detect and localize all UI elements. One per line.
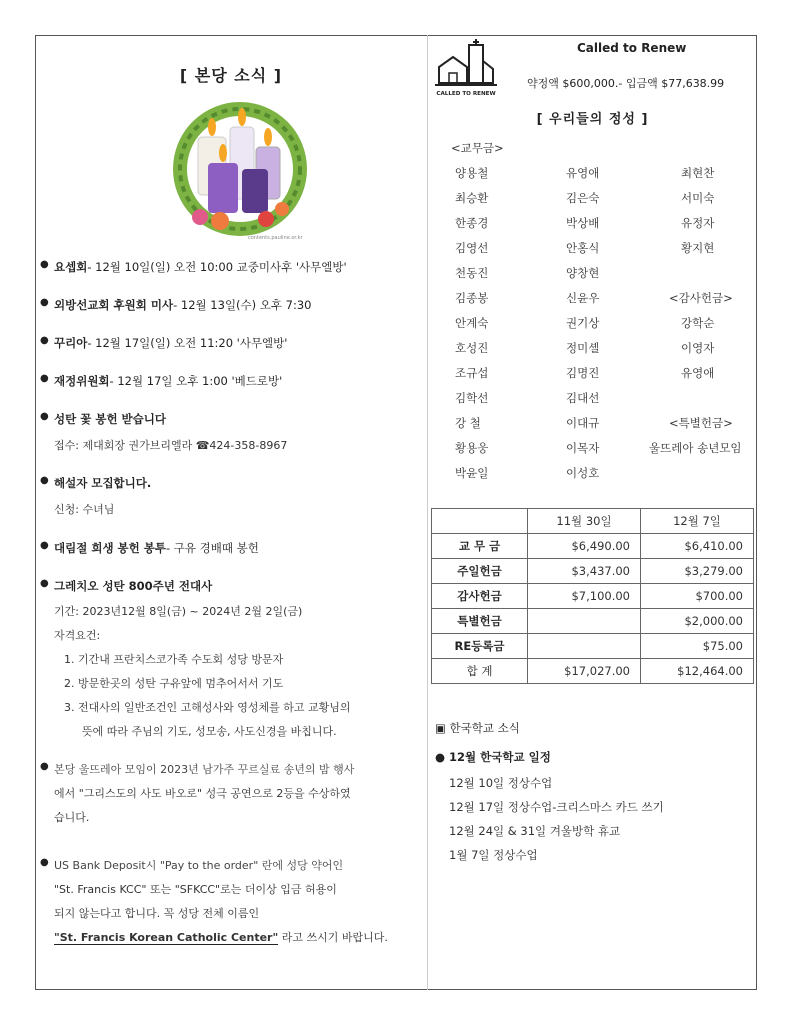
column-divider [427,35,428,990]
donor-name: 안계숙 [455,316,489,330]
list-item [431,140,754,164]
donor-name: 이대규 [566,416,600,430]
donor-name: 한종경 [455,216,489,230]
row-label: 교 무 금 [432,534,528,559]
table-row [432,559,754,584]
item-title: 재정위원회 [54,374,110,388]
list-item [40,373,424,389]
item-text: - 12월 10일(일) 오전 10:00 교중미사후 '사무엘방' [87,260,347,274]
donor-name: 유영애 [566,166,600,180]
row-label: 감사헌금 [432,584,528,609]
bullet-icon: ● [40,761,49,772]
table-row [431,165,754,189]
table-row [431,415,754,439]
bullet-icon: ● [40,259,49,270]
table-row [431,465,754,489]
item-title: 성탄 꽃 봉헌 받습니다 [54,412,166,426]
amount-cell: $6,490.00 [528,534,641,559]
table-header-nov30: 11월 30일 [528,509,641,534]
amount-cell: $7,100.00 [528,584,641,609]
donor-name: 호성진 [455,341,489,355]
donor-name: 김명진 [566,366,600,380]
bullet-icon: ● [40,540,49,551]
row-label: RE등록금 [432,634,528,659]
campaign-title: Called to Renew [577,41,687,55]
campaign-pledge: 약정액 $600,000.- 입금액 $77,638.99 [527,77,725,90]
donor-name: 서미숙 [681,191,715,205]
amount-cell: $2,000.00 [641,609,754,634]
item-title: 외방선교회 후원회 미사 [54,298,174,312]
amount-cell: $6,410.00 [641,534,754,559]
table-total-row [432,659,754,684]
table-row [432,609,754,634]
item-text: - 12월 17일(일) 오전 11:20 '사무엘방' [87,336,288,350]
donor-name: 김대선 [566,391,600,405]
bank-tail: 라고 쓰시기 바랍니다. [278,931,388,944]
table-row [431,240,754,264]
table-row [431,190,754,214]
table-row [431,315,754,339]
offerings-title: [ 우리들의 정성 ] [536,112,649,127]
amount-cell: $700.00 [641,584,754,609]
donor-name: 박윤일 [455,466,489,480]
table-row [431,340,754,364]
special-header: <특별헌금> [669,416,733,430]
list-item [40,297,424,313]
bullet-icon: ● [40,475,49,486]
amount-cell [528,609,641,634]
table-row [431,215,754,239]
donor-name: 김학선 [455,391,489,405]
logo-text: CALLED TO RENEW [436,91,496,97]
list-item [40,259,424,275]
image-credit: contents.pauline.or.kr [248,235,303,241]
ulteuleia-line: 에서 "그리스도의 사도 바오로" 성극 공연으로 2등을 수상하였 [54,787,351,800]
bank-line: 되지 않는다고 합니다. 꼭 성당 전체 이름인 [54,907,260,920]
called-to-renew-logo [435,39,497,99]
indulgence-req: 2. 방문한곳의 성탄 구유앞에 멈추어서서 기도 [64,677,284,690]
donor-name: 강 철 [455,416,481,430]
donor-name: 최승환 [455,191,489,205]
donor-name: 조규섭 [455,366,489,380]
offerings-table [431,508,754,684]
bank-line: "St. Francis KCC" 또는 "SFKCC"로는 더이상 입금 허용이 [54,883,337,896]
list-item [40,857,424,873]
item-title: 요셉회 [54,260,88,274]
advent-wreath-image [170,97,310,247]
amount-cell: $12,464.00 [641,659,754,684]
table-row [431,365,754,389]
item-text: - 구유 경배때 봉헌 [166,541,259,555]
bullet-icon: ● [40,411,49,422]
row-label: 합 계 [432,659,528,684]
item-title: 꾸리아 [54,336,88,350]
bank-full-name: "St. Francis Korean Catholic Center" [54,931,279,944]
list-item [40,540,424,556]
amount-cell: $17,027.00 [528,659,641,684]
donor-name: 김영선 [455,241,489,255]
bank-line: US Bank Deposit시 "Pay to the order" 란에 성당 약어인 [54,859,344,872]
school-schedule-line: 12월 17일 정상수업-크리스마스 카드 쓰기 [449,800,664,814]
donor-name: 황용웅 [455,441,489,455]
donor-name: 울뜨레아 송년모임 [649,441,742,455]
bullet-icon: ● [40,373,49,384]
row-label: 주일헌금 [432,559,528,584]
table-row [431,390,754,414]
school-schedule-line: 1월 7일 정상수업 [449,848,538,862]
korean-school-header: ▣ 한국학교 소식 [435,721,520,735]
table-header-dec7: 12월 7일 [641,509,754,534]
item-text: - 12월 17일 오후 1:00 '베드로방' [109,374,283,388]
item-title: 그레치오 성탄 800주년 전대사 [54,579,213,593]
donor-name: 유정자 [681,216,715,230]
list-item [40,411,424,427]
ulteuleia-line: 습니다. [54,811,90,824]
item-title: 대림절 희생 봉헌 봉투 [54,541,166,555]
parish-news-title: [ 본당 소식 ] [179,66,283,85]
donor-name: 양용철 [455,166,489,180]
donor-name: 권기상 [566,316,600,330]
donor-name: 황지현 [681,241,715,255]
donor-name: 안홍식 [566,241,600,255]
table-row [431,265,754,289]
table-row [432,634,754,659]
donor-name: 이목자 [566,441,600,455]
donor-name: 이성호 [566,466,600,480]
amount-cell [528,634,641,659]
list-item [40,335,424,351]
school-schedule-line: 12월 10일 정상수업 [449,776,553,790]
donor-name: 신윤우 [566,291,600,305]
commentator-apply: 신청: 수녀님 [54,503,115,516]
table-row [432,534,754,559]
item-text: - 12월 13일(수) 오후 7:30 [173,298,312,312]
list-item [40,475,424,491]
table-header-empty [432,509,528,534]
donor-name: 양창현 [566,266,600,280]
indulgence-req-cont: 뜻에 따라 주님의 기도, 성모송, 사도신경을 바칩니다. [82,725,337,738]
bullet-icon: ● [40,578,49,589]
donor-name: 김은숙 [566,191,600,205]
bullet-icon: ● [40,335,49,346]
indulgence-period: 기간: 2023년12월 8일(금) ~ 2024년 2월 2일(금) [54,605,303,618]
korean-school-subheader: ● 12월 한국학교 일정 [435,750,551,764]
bullet-icon: ● [40,857,49,868]
tithe-header: <교무금> [451,141,504,155]
amount-cell: $3,279.00 [641,559,754,584]
table-row [432,584,754,609]
donor-name: 이영자 [681,341,715,355]
thanks-header: <감사헌금> [669,291,733,305]
donor-name: 천동진 [455,266,489,280]
donor-name: 강학순 [681,316,715,330]
indulgence-req: 3. 전대사의 일반조건인 고해성사와 영성체를 하고 교황님의 [64,701,351,714]
indulgence-req: 1. 기간내 프란치스코가족 수도회 성당 방문자 [64,653,284,666]
bullet-icon: ● [40,297,49,308]
donor-name: 최현찬 [681,166,715,180]
amount-cell: $75.00 [641,634,754,659]
table-row [431,290,754,314]
flower-contact: 접수: 제대회장 권가브리엘라 ☎424-358-8967 [54,439,288,452]
donor-name: 김종봉 [455,291,489,305]
bank-name-line [54,929,388,945]
donor-name: 유영애 [681,366,715,380]
amount-cell: $3,437.00 [528,559,641,584]
item-title: 해설자 모집합니다. [54,476,152,490]
school-schedule-line: 12월 24일 & 31일 겨울방학 휴교 [449,824,621,838]
indulgence-req-label: 자격요건: [54,629,101,642]
table-header-row [432,509,754,534]
row-label: 특별헌금 [432,609,528,634]
table-row [431,440,754,464]
ulteuleia-line: 본당 울뜨레아 모임이 2023년 남가주 꾸르실료 송년의 밤 행사 [54,763,355,776]
list-item [40,578,424,594]
list-item [40,761,424,777]
donor-name: 정미셸 [566,341,600,355]
donor-name: 박상배 [566,216,600,230]
